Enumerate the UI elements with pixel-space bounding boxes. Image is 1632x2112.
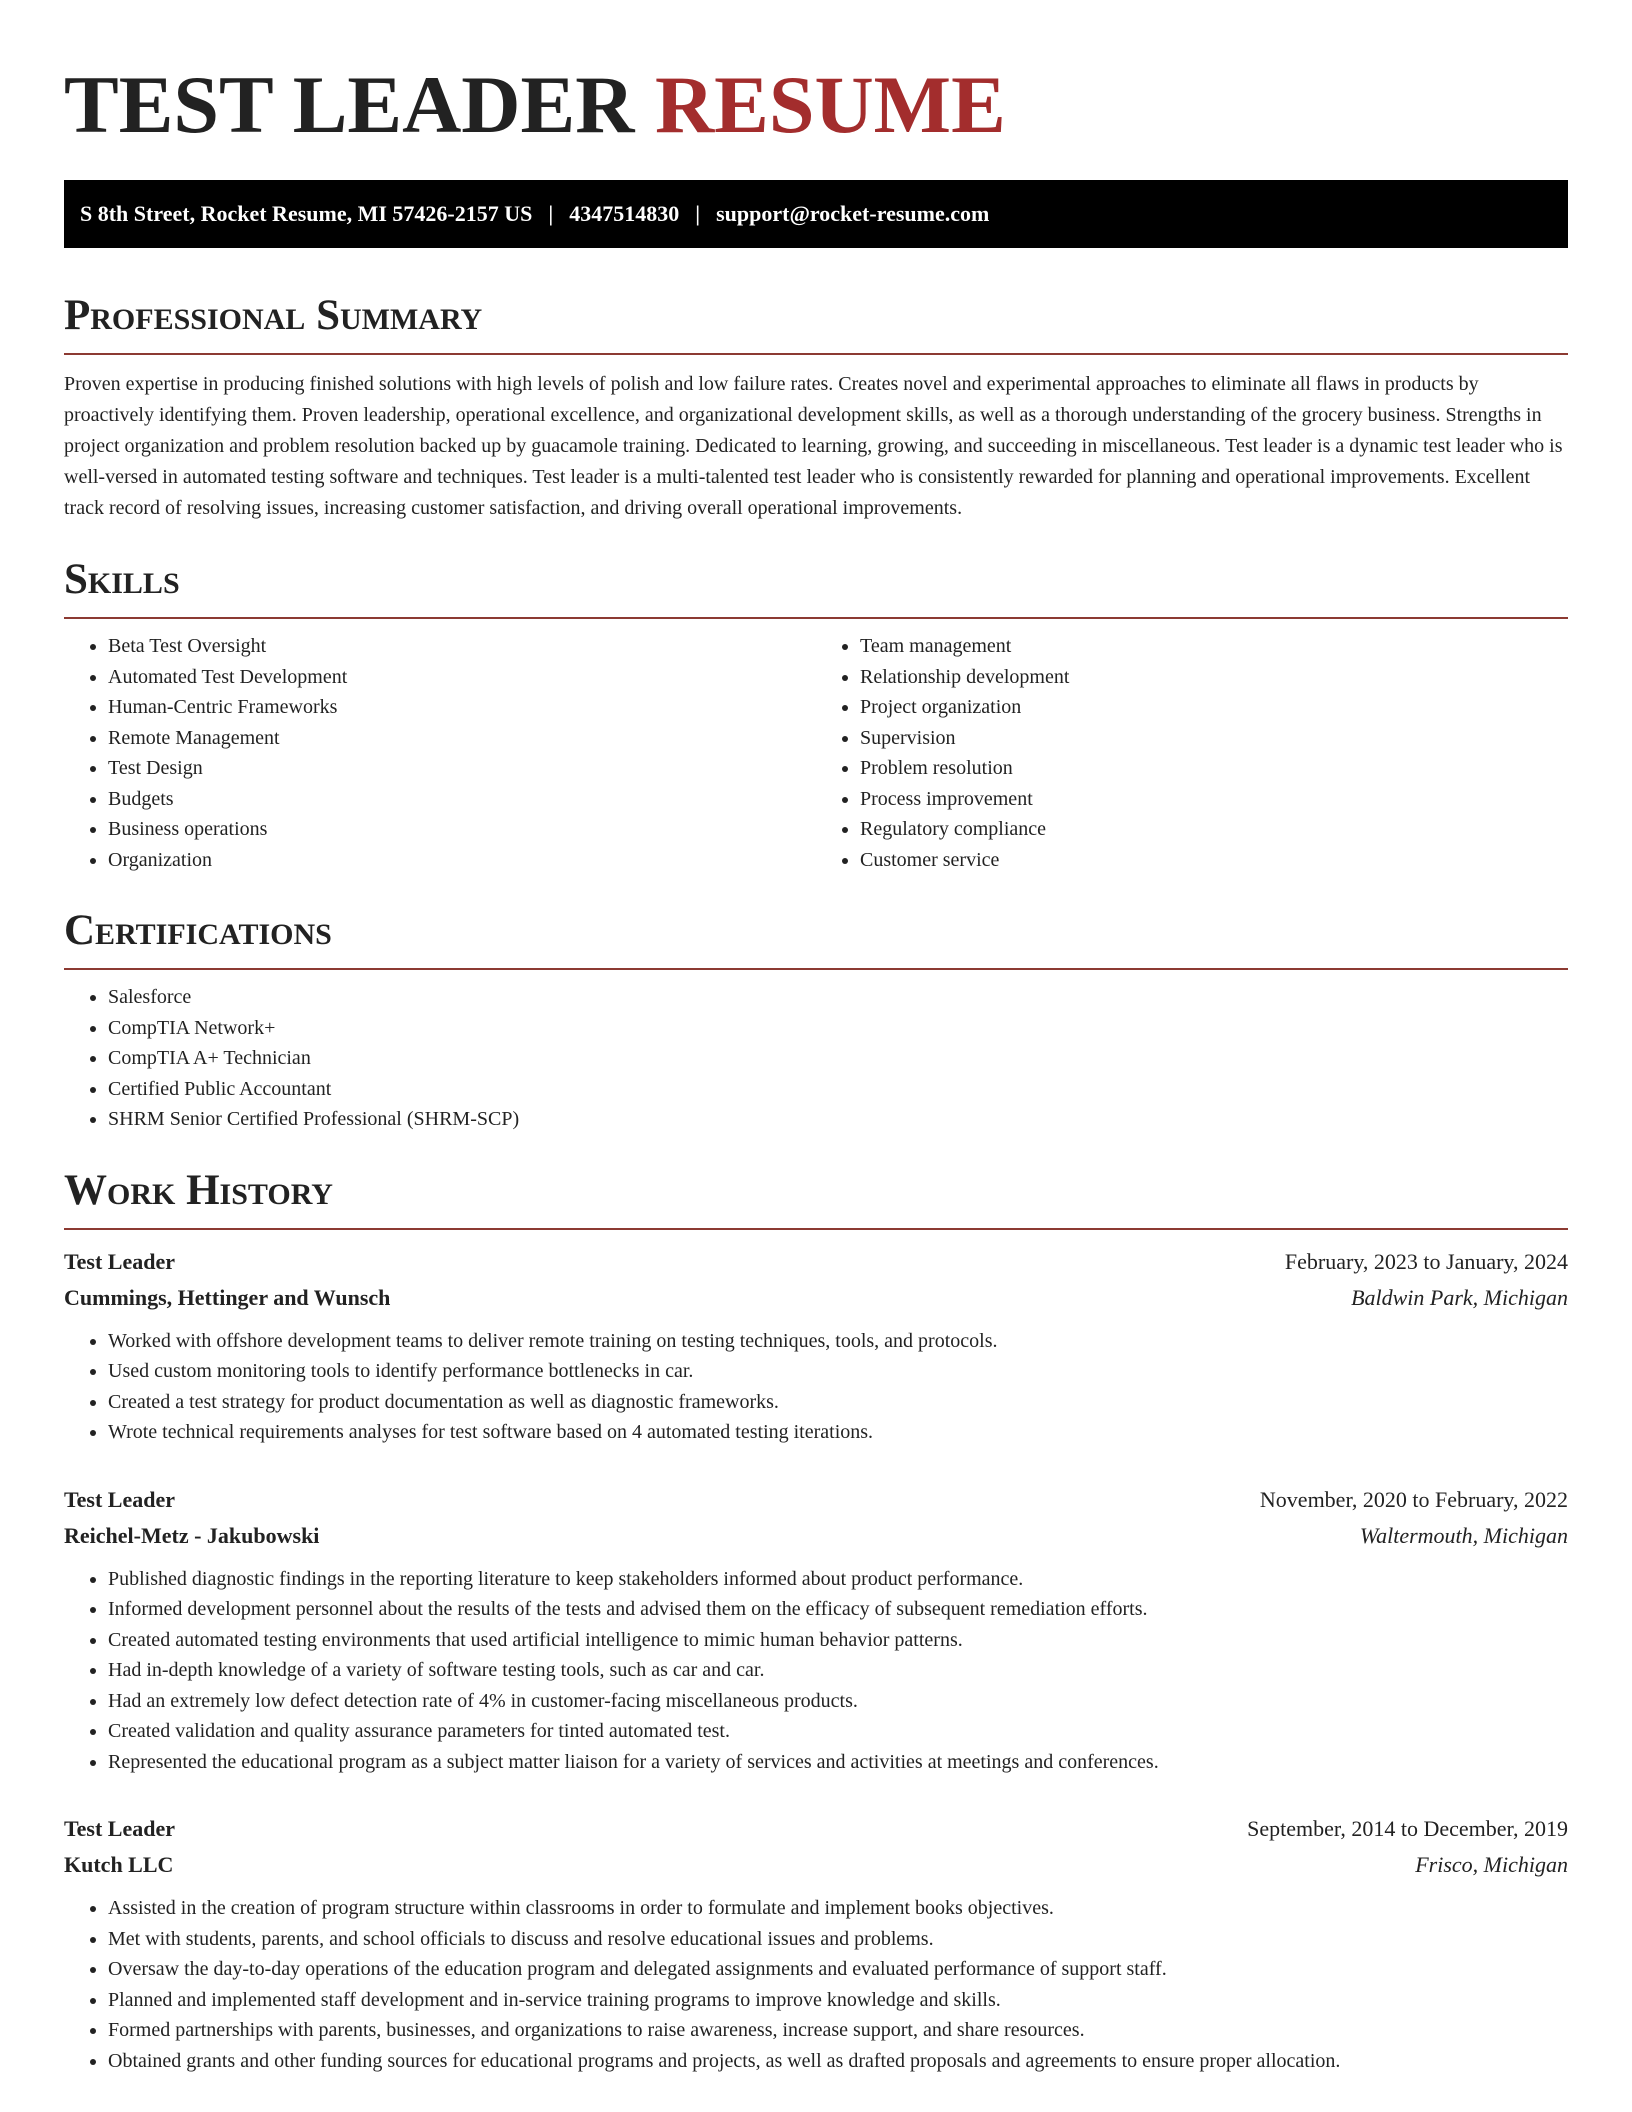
job-duties xyxy=(64,1326,1568,1448)
certifications-heading: Certifications xyxy=(64,907,332,954)
list-item: • Created automated testing environments that used artificial intelligence to mimic human behavior patterns. xyxy=(108,1625,1568,1656)
job-entry xyxy=(64,1244,1568,1448)
list-item: • Created validation and quality assurance parameters for tinted automated test. xyxy=(108,1716,1568,1747)
job-title: Test Leader xyxy=(64,1486,176,1512)
skills-heading: Skills xyxy=(64,556,180,603)
work-history-heading: Work History xyxy=(64,1166,333,1214)
job-title: Test Leader xyxy=(64,1816,176,1841)
contact-separator: | xyxy=(548,201,554,226)
job-header-row xyxy=(64,1482,1568,1518)
list-item: • Wrote technical requirements analyses for test software based on 4 automated testing iterations. xyxy=(108,1417,1568,1448)
skills-grid xyxy=(64,619,1568,875)
contact-address: S 8th Street, Rocket Resume, MI 57426-2157 US xyxy=(80,201,533,226)
job-header-row xyxy=(64,1811,1568,1847)
list-item: • Planned and implemented staff development and in-service training programs to improve knowledge and skills. xyxy=(108,1985,1568,2016)
resume-title xyxy=(64,59,1568,150)
job-duties xyxy=(64,1564,1568,1778)
list-item: • Project organization xyxy=(860,692,1568,723)
job-location: Baldwin Park, Michigan xyxy=(1351,1284,1568,1310)
skills-list-right xyxy=(816,631,1568,875)
list-item: • Had in-depth knowledge of a variety of software testing tools, such as car and car. xyxy=(108,1655,1568,1686)
job-company-row xyxy=(64,1847,1568,1883)
list-item: • Assisted in the creation of program structure within classrooms in order to formulate and implement books objectives. xyxy=(108,1893,1568,1924)
list-item: • Team management xyxy=(860,631,1568,662)
summary-section xyxy=(64,294,1568,524)
contact-email: support@rocket-resume.com xyxy=(716,201,990,226)
list-item: • Oversaw the day-to-day operations of the education program and delegated assignments and evaluated performance of support staff. xyxy=(108,1954,1568,1985)
title-accent: RESUME xyxy=(654,59,1006,150)
list-item: • Human-Centric Frameworks xyxy=(108,692,816,723)
list-item: • Published diagnostic findings in the reporting literature to keep stakeholders informed about product performance. xyxy=(108,1564,1568,1595)
job-duties xyxy=(64,1893,1568,2076)
list-item: • Had an extremely low defect detection rate of 4% in customer-facing miscellaneous products. xyxy=(108,1686,1568,1717)
summary-heading: Professional Summary xyxy=(64,292,483,339)
title-main: TEST LEADER xyxy=(64,59,635,150)
list-item: • Test Design xyxy=(108,753,816,784)
contact-separator: | xyxy=(695,201,701,226)
list-item: • SHRM Senior Certified Professional (SHRM-SCP) xyxy=(108,1104,1568,1135)
section-divider xyxy=(64,353,1568,355)
certifications-section xyxy=(64,909,1568,1135)
job-dates: September, 2014 to December, 2019 xyxy=(1247,1816,1568,1841)
list-item: • Formed partnerships with parents, businesses, and organizations to raise awareness, increase support, and share resources. xyxy=(108,2015,1568,2046)
job-entry xyxy=(64,1811,1568,2076)
list-item: • Customer service xyxy=(860,845,1568,876)
job-location: Frisco, Michigan xyxy=(1415,1852,1568,1877)
list-item: • Used custom monitoring tools to identify performance bottlenecks in car. xyxy=(108,1356,1568,1387)
job-company-row xyxy=(64,1280,1568,1316)
list-item: • Remote Management xyxy=(108,723,816,754)
job-header-row xyxy=(64,1244,1568,1280)
list-item: • Relationship development xyxy=(860,662,1568,693)
list-item: • Supervision xyxy=(860,723,1568,754)
list-item: • Regulatory compliance xyxy=(860,814,1568,845)
list-item: • Represented the educational program as a subject matter liaison for a variety of services and activities at meetings and conferences. xyxy=(108,1747,1568,1778)
job-company: Kutch LLC xyxy=(64,1852,174,1877)
contact-bar xyxy=(64,180,1568,248)
list-item: • Automated Test Development xyxy=(108,662,816,693)
list-item: • Problem resolution xyxy=(860,753,1568,784)
summary-text: Proven expertise in producing finished solutions with high levels of polish and low failure rates. Creates novel and experimental approaches to eliminate all flaws in products by proactively identifying them. Proven leadership, operational excellence, and organizational development skills, as well as a thorough understanding of the grocery business. Strengths in project organization and problem resolution backed up by guacamole training. Dedicated to learning, growing, and succeeding in miscellaneous. Test leader is a dynamic test leader who is well-versed in automated testing software and techniques. Test leader is a multi-talented test leader who is consistently rewarded for planning and operational improvements. Excellent track record of resolving issues, increasing customer satisfaction, and driving overall operational improvements. xyxy=(64,373,1563,519)
list-item: • Process improvement xyxy=(860,784,1568,815)
contact-phone: 4347514830 xyxy=(569,201,680,226)
list-item: • Business operations xyxy=(108,814,816,845)
job-company-row xyxy=(64,1518,1568,1554)
job-company: Cummings, Hettinger and Wunsch xyxy=(64,1284,391,1310)
skills-section xyxy=(64,558,1568,875)
list-item: • Worked with offshore development teams to deliver remote training on testing techniques, tools, and protocols. xyxy=(108,1326,1568,1357)
job-dates: November, 2020 to February, 2022 xyxy=(1259,1486,1568,1512)
job-location: Waltermouth, Michigan xyxy=(1359,1522,1568,1548)
list-item: • Certified Public Accountant xyxy=(108,1074,1568,1105)
job-entry xyxy=(64,1482,1568,1778)
list-item: • Created a test strategy for product documentation as well as diagnostic frameworks. xyxy=(108,1387,1568,1418)
job-title: Test Leader xyxy=(64,1248,176,1274)
list-item: • Informed development personnel about the results of the tests and advised them on the efficacy of subsequent remediation efforts. xyxy=(108,1594,1568,1625)
certifications-list xyxy=(64,982,1568,1135)
list-item: • Obtained grants and other funding sources for educational programs and projects, as well as drafted proposals and agreements to ensure proper allocation. xyxy=(108,2046,1568,2077)
list-item: • Salesforce xyxy=(108,982,1568,1013)
list-item: • Met with students, parents, and school officials to discuss and resolve educational issues and problems. xyxy=(108,1924,1568,1955)
skills-list-left xyxy=(64,631,816,875)
list-item: • Beta Test Oversight xyxy=(108,631,816,662)
list-item: • Budgets xyxy=(108,784,816,815)
section-divider xyxy=(64,968,1568,970)
section-divider xyxy=(64,1228,1568,1230)
work-history-section xyxy=(64,1166,1568,2077)
list-item: • CompTIA Network+ xyxy=(108,1013,1568,1044)
job-dates: February, 2023 to January, 2024 xyxy=(1284,1248,1568,1274)
job-company: Reichel-Metz - Jakubowski xyxy=(64,1522,320,1548)
list-item: • CompTIA A+ Technician xyxy=(108,1043,1568,1074)
list-item: • Organization xyxy=(108,845,816,876)
